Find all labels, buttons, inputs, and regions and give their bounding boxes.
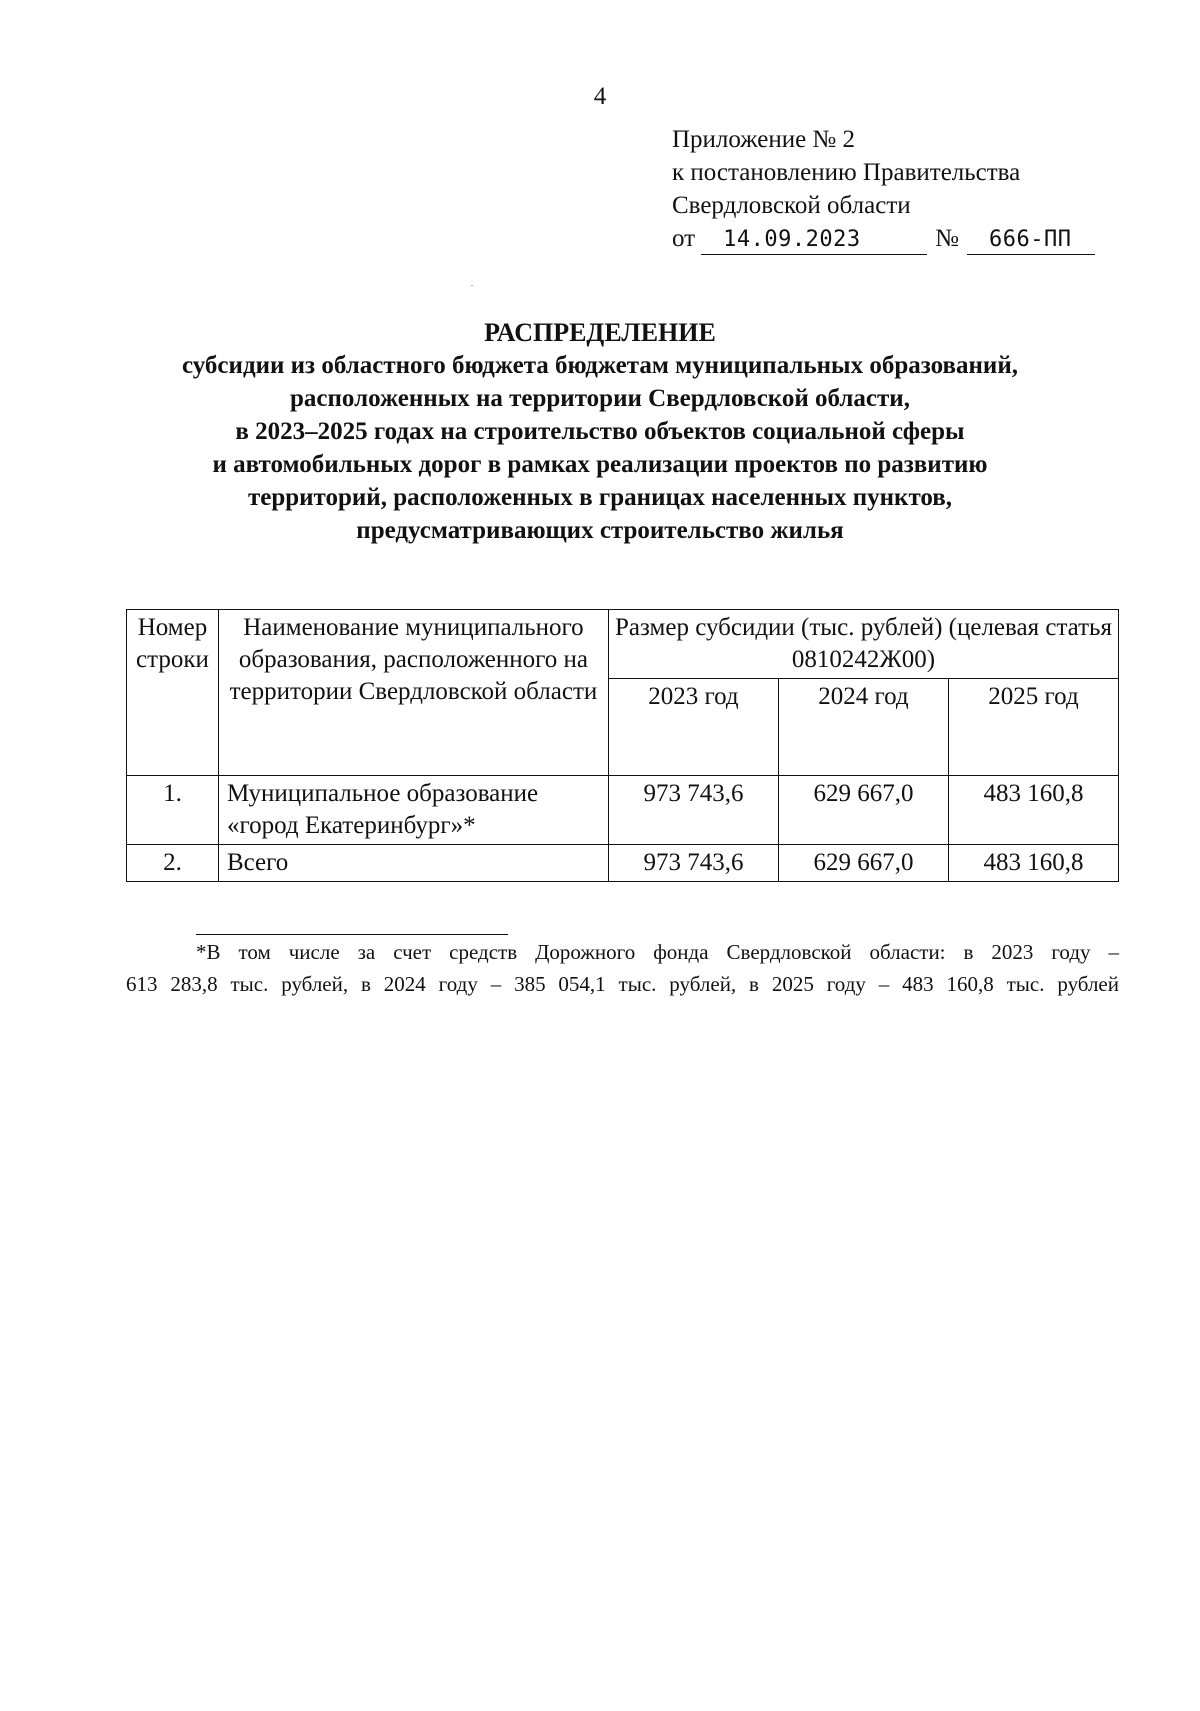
footnote-line: *В том числе за счет средств Дорожного фонда Свердловской области: в 2023 году – [196, 940, 1119, 964]
subtitle-line: расположенных на территории Свердловской области, [290, 385, 910, 412]
resolution-date: 14.09.2023 [701, 226, 927, 255]
appendix-title: Приложение № 2 [672, 126, 856, 153]
date-prefix: от [672, 225, 696, 252]
header-row-number: Номер строки [127, 610, 219, 776]
subtitle-line: в 2023–2025 годах на строительство объектов социальной сферы [235, 418, 965, 445]
subsidy-table [126, 609, 1119, 882]
subsidy-2025: 483 160,8 [948, 776, 1118, 845]
subtitle-line: территорий, расположенных в границах населенных пунктов, [247, 484, 953, 511]
total-label: Всего [218, 845, 608, 882]
number-label: № [935, 225, 959, 252]
footnote [126, 936, 1119, 1000]
page-number: 4 [593, 83, 607, 110]
header-year-2024: 2024 год [778, 679, 948, 776]
row-number: 1. [127, 776, 219, 845]
title-main: РАСПРЕДЕЛЕНИЕ [484, 318, 716, 347]
appendix-resolution-line: к постановлению Правительства [672, 159, 1021, 186]
subtitle-line: субсидии из областного бюджета бюджетам муниципальных образований, [182, 352, 1018, 379]
table-row [127, 776, 1119, 845]
table-row-total [127, 845, 1119, 882]
appendix-header [672, 123, 1095, 255]
document-title [80, 316, 1120, 547]
subtitle-line: предусматривающих строительство жилья [356, 517, 844, 544]
resolution-number: 666-ПП [967, 226, 1095, 255]
header-subsidy-amount: Размер субсидии (тыс. рублей) (целевая статья 0810242Ж00) [608, 610, 1118, 679]
subsidy-2023: 973 743,6 [608, 776, 778, 845]
appendix-region-line: Свердловской области [672, 192, 911, 219]
registration-line [672, 222, 1095, 255]
row-number: 2. [127, 845, 219, 882]
footnote-divider [196, 934, 508, 935]
header-year-2025: 2025 год [948, 679, 1118, 776]
total-2025: 483 160,8 [948, 845, 1118, 882]
total-2024: 629 667,0 [778, 845, 948, 882]
header-year-2023: 2023 год [608, 679, 778, 776]
subsidy-2024: 629 667,0 [778, 776, 948, 845]
footnote-line: 613 283,8 тыс. рублей, в 2024 году – 385 054,1 тыс. рублей, в 2025 году – 483 160,8 тыс. рублей [126, 972, 1119, 996]
table-header-row [127, 610, 1119, 679]
scan-artifact [471, 285, 473, 286]
subtitle-line: и автомобильных дорог в рамках реализации проектов по развитию [212, 451, 988, 478]
header-municipality-name: Наименование муниципального образования, расположенного на территории Свердловской области [218, 610, 608, 776]
total-2023: 973 743,6 [608, 845, 778, 882]
municipality-name: Муниципальное образование «город Екатеринбург»* [218, 776, 608, 845]
